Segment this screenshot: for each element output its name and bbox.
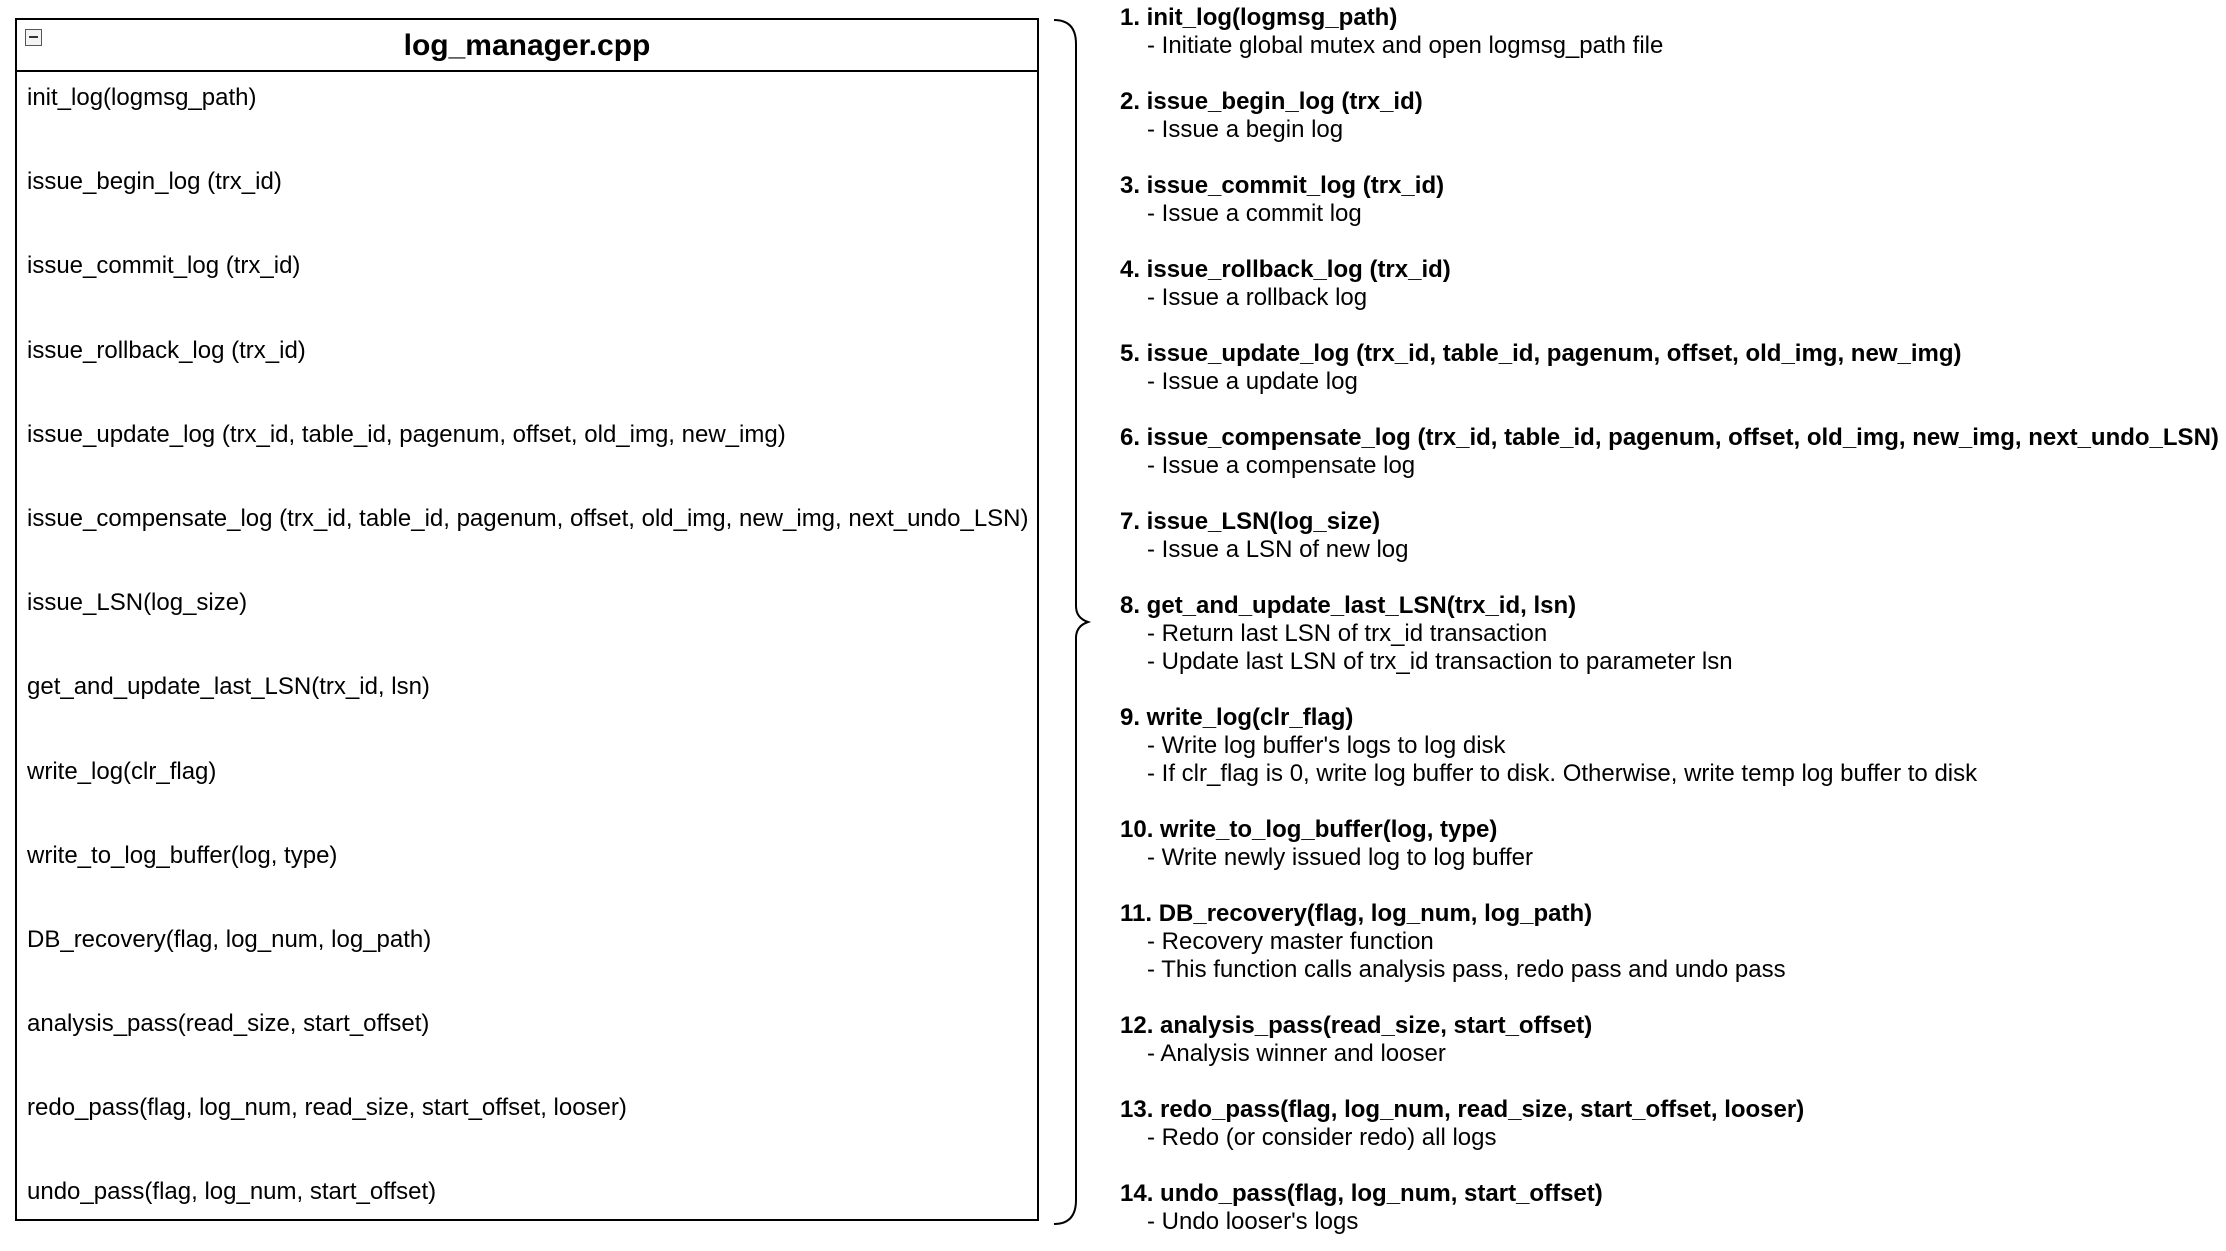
- collapse-icon[interactable]: [25, 29, 42, 46]
- description-heading: 5. issue_update_log (trx_id, table_id, pagenum, offset, old_img, new_img): [1120, 340, 1962, 367]
- method-item: write_log(clr_flag): [27, 757, 217, 785]
- description-heading: 13. redo_pass(flag, log_num, read_size, start_offset, looser): [1120, 1096, 1805, 1123]
- description-line: - Return last LSN of trx_id transaction: [1147, 620, 1548, 647]
- description-heading: 4. issue_rollback_log (trx_id): [1120, 256, 1451, 283]
- description-entry: [1120, 900, 2220, 984]
- description-line: - Update last LSN of trx_id transaction to parameter lsn: [1147, 648, 1733, 675]
- description-line: - Write log buffer's logs to log disk: [1147, 732, 1506, 759]
- method-item: init_log(logmsg_path): [27, 84, 257, 111]
- description-entry: [1120, 1096, 2220, 1152]
- description-line: - Issue a LSN of new log: [1147, 536, 1409, 563]
- description-line: - This function calls analysis pass, redo pass and undo pass: [1147, 956, 1786, 983]
- method-item: issue_rollback_log (trx_id): [27, 336, 306, 364]
- method-item: undo_pass(flag, log_num, start_offset): [27, 1178, 437, 1206]
- description-line: - Analysis winner and looser: [1147, 1040, 1446, 1067]
- description-line: - Issue a begin log: [1147, 116, 1344, 143]
- description-entry: [1120, 4, 2220, 60]
- description-heading: 2. issue_begin_log (trx_id): [1120, 88, 1423, 115]
- description-line: - Recovery master function: [1147, 928, 1434, 955]
- class-title: log_manager.cpp: [403, 29, 651, 62]
- method-item: issue_LSN(log_size): [27, 589, 248, 617]
- method-item: analysis_pass(read_size, start_offset): [27, 1010, 430, 1038]
- description-line: - Undo looser's logs: [1147, 1208, 1359, 1235]
- class-box: [15, 18, 1039, 1221]
- description-heading: 10. write_to_log_buffer(log, type): [1120, 816, 1498, 843]
- description-line: - Issue a commit log: [1147, 200, 1362, 227]
- description-line: - Issue a compensate log: [1147, 452, 1416, 479]
- curly-brace: [1052, 18, 1092, 1226]
- class-header: [17, 20, 1037, 72]
- description-heading: 6. issue_compensate_log (trx_id, table_id, pagenum, offset, old_img, new_img, next_undo_LSN): [1120, 424, 2219, 451]
- description-heading: 3. issue_commit_log (trx_id): [1120, 172, 1445, 199]
- description-heading: 8. get_and_update_last_LSN(trx_id, lsn): [1120, 592, 1577, 619]
- description-line: - Issue a update log: [1147, 368, 1358, 395]
- description-entry: [1120, 172, 2220, 228]
- description-entry: [1120, 704, 2220, 788]
- description-entry: [1120, 1012, 2220, 1068]
- description-heading: 14. undo_pass(flag, log_num, start_offset): [1120, 1180, 1603, 1207]
- description-entry: [1120, 256, 2220, 312]
- method-item: issue_commit_log (trx_id): [27, 252, 301, 280]
- description-entry: [1120, 340, 2220, 396]
- description-line: - Initiate global mutex and open logmsg_path file: [1147, 32, 1664, 59]
- description-heading: 1. init_log(logmsg_path): [1120, 4, 1398, 31]
- description-heading: 11. DB_recovery(flag, log_num, log_path): [1120, 900, 1593, 927]
- method-item: write_to_log_buffer(log, type): [27, 841, 338, 869]
- method-item: issue_update_log (trx_id, table_id, pagenum, offset, old_img, new_img): [27, 420, 786, 448]
- description-entry: [1120, 424, 2220, 480]
- description-line: - Write newly issued log to log buffer: [1147, 844, 1533, 871]
- description-entry: [1120, 816, 2220, 872]
- description-line: - If clr_flag is 0, write log buffer to disk. Otherwise, write temp log buffer to disk: [1147, 760, 1978, 787]
- method-item: issue_compensate_log (trx_id, table_id, pagenum, offset, old_img, new_img, next_undo_LSN): [27, 504, 1029, 532]
- description-line: - Redo (or consider redo) all logs: [1147, 1124, 1497, 1151]
- description-entry: [1120, 88, 2220, 144]
- description-entry: [1120, 592, 2220, 676]
- description-heading: 7. issue_LSN(log_size): [1120, 508, 1381, 535]
- description-entry: [1120, 1180, 2220, 1236]
- description-entry: [1120, 508, 2220, 564]
- method-item: get_and_update_last_LSN(trx_id, lsn): [27, 673, 430, 701]
- brace-path: [1054, 20, 1088, 1224]
- description-heading: 9. write_log(clr_flag): [1120, 704, 1354, 731]
- method-item: DB_recovery(flag, log_num, log_path): [27, 925, 432, 953]
- method-list: [17, 72, 1037, 1251]
- method-item: redo_pass(flag, log_num, read_size, start_offset, looser): [27, 1094, 627, 1122]
- method-item: issue_begin_log (trx_id): [27, 168, 282, 196]
- description-line: - Issue a rollback log: [1147, 284, 1368, 311]
- description-heading: 12. analysis_pass(read_size, start_offset): [1120, 1012, 1593, 1039]
- description-list: [1120, 4, 2220, 1236]
